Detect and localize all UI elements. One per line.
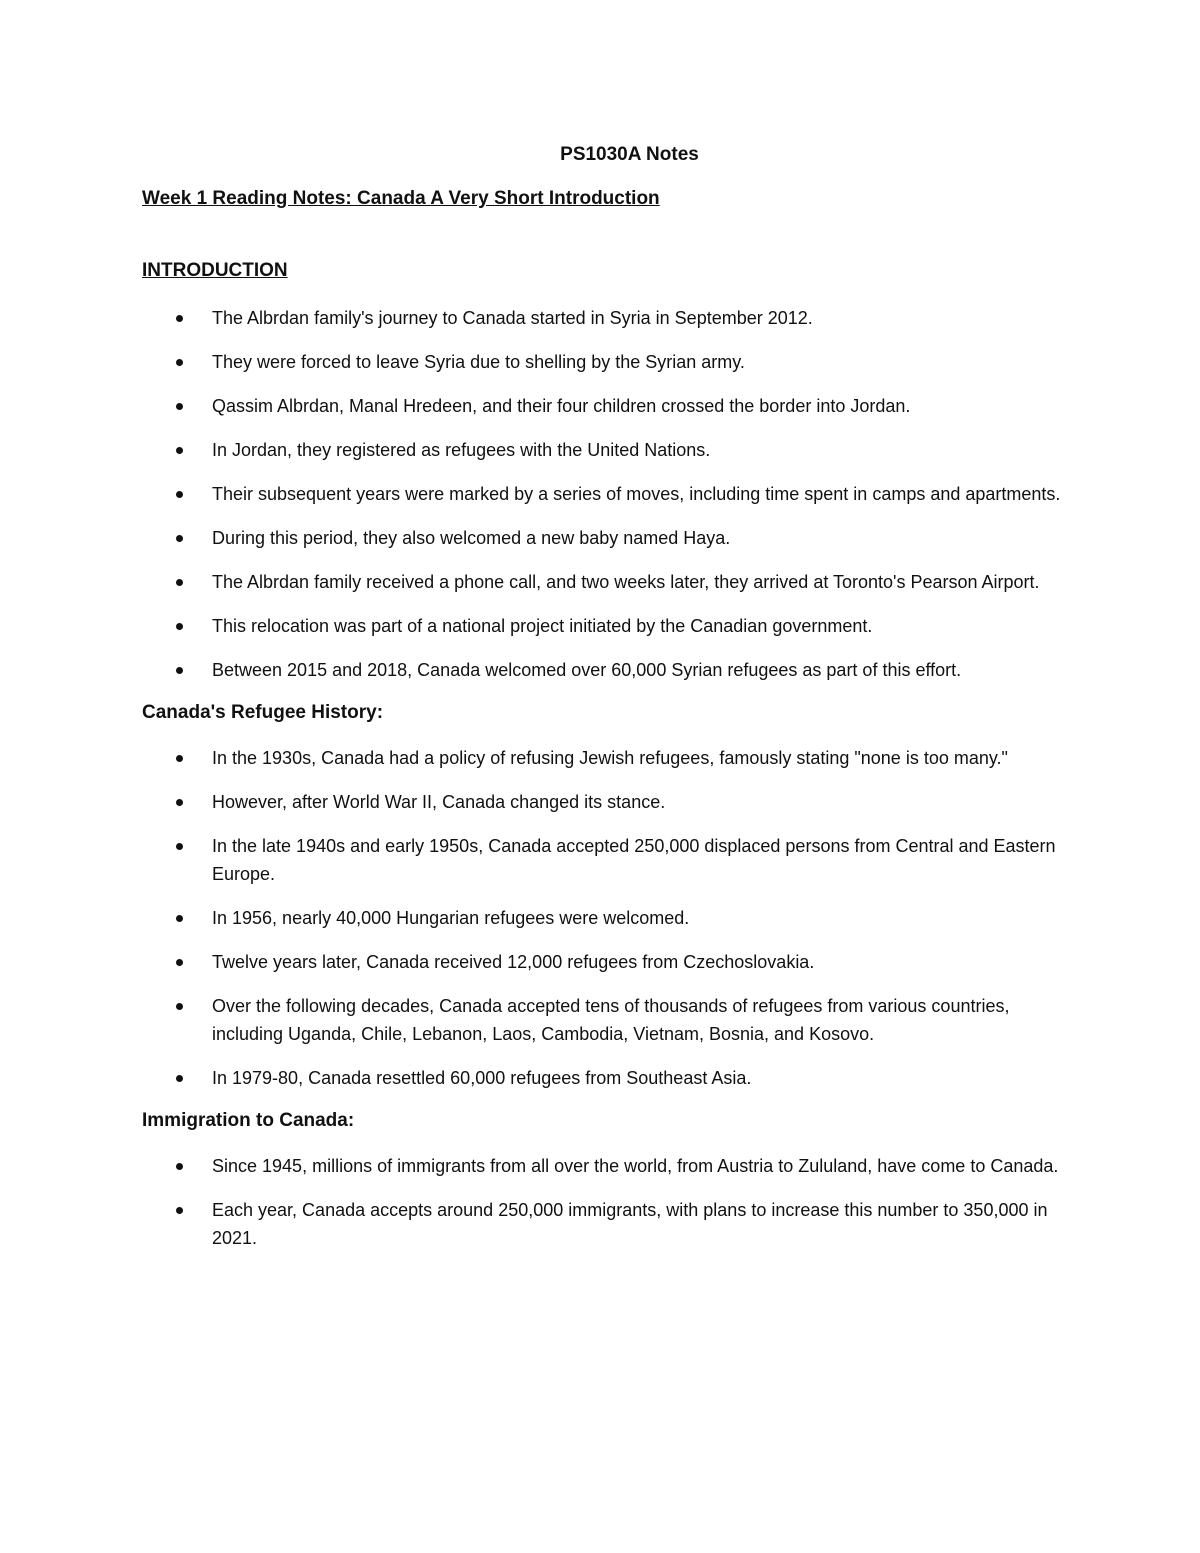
- list-item: [142, 436, 1062, 464]
- list-item: [142, 304, 1062, 332]
- list-item: [142, 744, 1062, 772]
- list-item: [142, 524, 1062, 552]
- list-item-text: During this period, they also welcomed a new baby named Haya.: [212, 528, 731, 548]
- bullet-icon: [176, 623, 183, 630]
- section-heading-immigration: Immigration to Canada:: [142, 1110, 355, 1131]
- list-item-text: Since 1945, millions of immigrants from all over the world, from Austria to Zululand, have come to Canada.: [212, 1156, 1059, 1176]
- list-item-text: Over the following decades, Canada accepted tens of thousands of refugees from various countries, including Uganda, Chile, Lebanon, Laos, Cambodia, Vietnam, Bosnia, and Kosovo.: [212, 996, 1010, 1044]
- bullet-icon: [176, 491, 183, 498]
- bullet-icon: [176, 1003, 183, 1010]
- bullet-icon: [176, 667, 183, 674]
- list-item: [142, 392, 1062, 420]
- list-item-text: However, after World War II, Canada changed its stance.: [212, 792, 666, 812]
- list-item-text: Between 2015 and 2018, Canada welcomed over 60,000 Syrian refugees as part of this effort.: [212, 660, 962, 680]
- list-item: [142, 948, 1062, 976]
- bullet-icon: [176, 1075, 183, 1082]
- list-item: [142, 348, 1062, 376]
- list-item: [142, 1152, 1062, 1180]
- list-item-text: Each year, Canada accepts around 250,000 immigrants, with plans to increase this number to 350,000 in 2021.: [212, 1200, 1048, 1248]
- list-item: [142, 480, 1062, 508]
- list-item: [142, 1064, 1062, 1092]
- document-title: PS1030A Notes: [560, 144, 699, 165]
- list-item-text: They were forced to leave Syria due to shelling by the Syrian army.: [212, 352, 745, 372]
- list-item-text: In Jordan, they registered as refugees with the United Nations.: [212, 440, 711, 460]
- list-item-text: Twelve years later, Canada received 12,000 refugees from Czechoslovakia.: [212, 952, 815, 972]
- list-item-text: In 1979-80, Canada resettled 60,000 refugees from Southeast Asia.: [212, 1068, 752, 1088]
- bullet-icon: [176, 403, 183, 410]
- section-heading-introduction: INTRODUCTION: [142, 260, 288, 281]
- section-heading-refugee-history: Canada's Refugee History:: [142, 702, 384, 723]
- list-item-text: The Albrdan family received a phone call, and two weeks later, they arrived at Toronto's Pearson Airport.: [212, 572, 1040, 592]
- bullet-icon: [176, 1207, 183, 1214]
- bullet-icon: [176, 359, 183, 366]
- bullet-icon: [176, 799, 183, 806]
- bullet-icon: [176, 579, 183, 586]
- list-item-text: In the 1930s, Canada had a policy of refusing Jewish refugees, famously stating "none is too many.": [212, 748, 1008, 768]
- bullet-icon: [176, 315, 183, 322]
- document-page: [142, 140, 1062, 1252]
- introduction-list: [142, 304, 1062, 684]
- list-item: [142, 656, 1062, 684]
- list-item: [142, 568, 1062, 596]
- refugee-history-list: [142, 744, 1062, 1092]
- immigration-list: [142, 1152, 1062, 1252]
- list-item: [142, 992, 1062, 1048]
- bullet-icon: [176, 755, 183, 762]
- list-item-text: Their subsequent years were marked by a series of moves, including time spent in camps and apartments.: [212, 484, 1061, 504]
- bullet-icon: [176, 959, 183, 966]
- list-item-text: This relocation was part of a national project initiated by the Canadian government.: [212, 616, 873, 636]
- bullet-icon: [176, 915, 183, 922]
- list-item: [142, 832, 1062, 888]
- document-subtitle: Week 1 Reading Notes: Canada A Very Short Introduction: [142, 188, 660, 209]
- list-item-text: The Albrdan family's journey to Canada started in Syria in September 2012.: [212, 308, 813, 328]
- list-item-text: In 1956, nearly 40,000 Hungarian refugees were welcomed.: [212, 908, 690, 928]
- bullet-icon: [176, 535, 183, 542]
- bullet-icon: [176, 843, 183, 850]
- list-item-text: In the late 1940s and early 1950s, Canada accepted 250,000 displaced persons from Central and Eastern Europe.: [212, 836, 1056, 884]
- list-item: [142, 612, 1062, 640]
- bullet-icon: [176, 447, 183, 454]
- list-item: [142, 788, 1062, 816]
- list-item: [142, 904, 1062, 932]
- list-item: [142, 1196, 1062, 1252]
- list-item-text: Qassim Albrdan, Manal Hredeen, and their four children crossed the border into Jordan.: [212, 396, 911, 416]
- bullet-icon: [176, 1163, 183, 1170]
